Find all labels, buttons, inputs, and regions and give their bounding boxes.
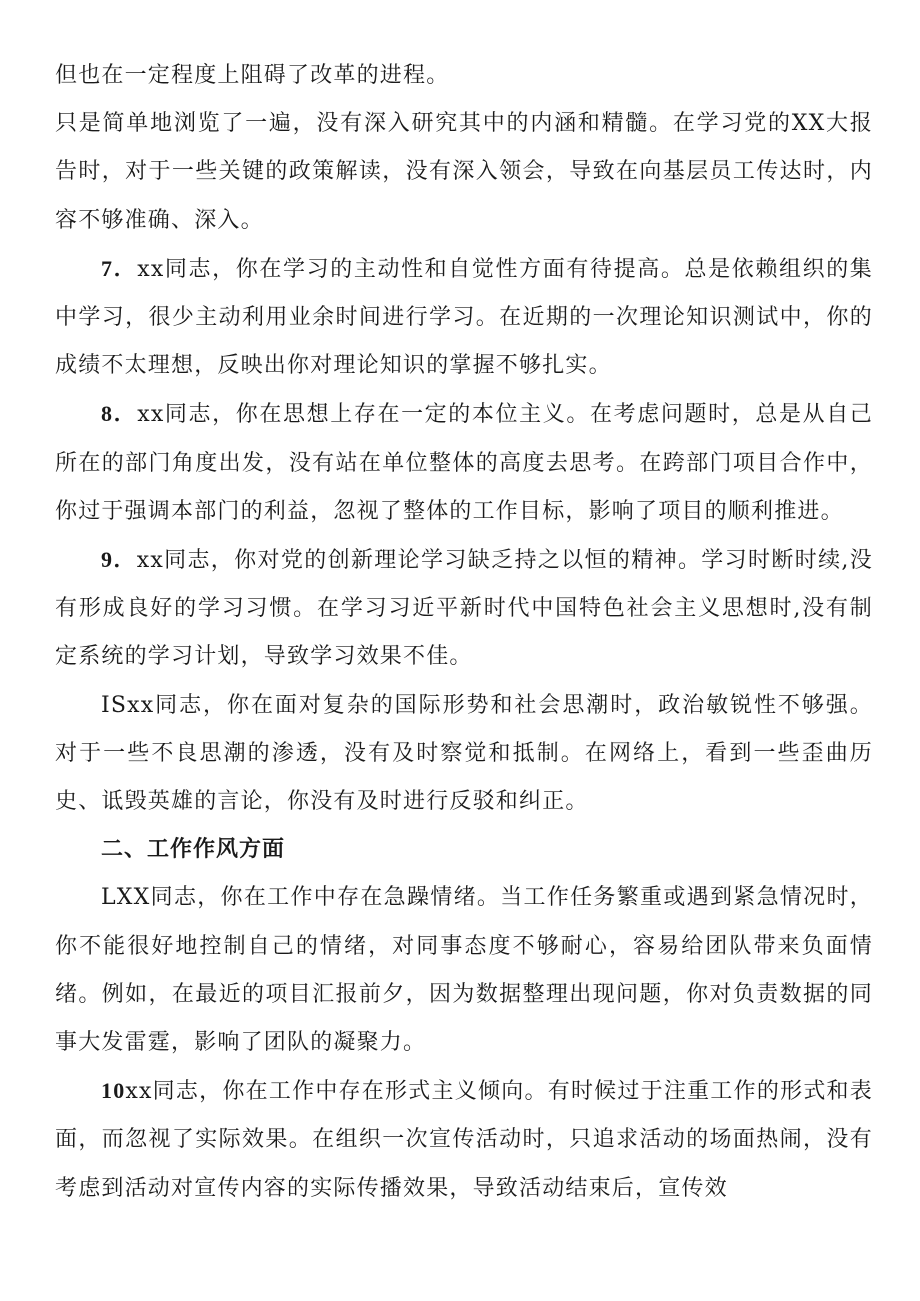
paragraph-item-7 (55, 245, 873, 391)
section-heading-work-style: 二、工作作风方面 (101, 837, 286, 863)
paragraph-continuation-1: 但也在一定程度上阻碍了改革的进程。 (55, 63, 450, 88)
item-text-8: xx同志，你在思想上存在一定的本位主义。在考虑问题时，总是从自己所在的部门角度出发，没有站在单位整体的高度去思考。在跨部门项目合作中，你过于强调本部门的利益，忽视了整体的工作目标，影响了项目的顺利推进。 (55, 402, 874, 524)
paragraph-item-is: ISxx同志，你在面对复杂的国际形势和社会思潮时，政治敏锐性不够强。对于一些不良思潮的渗透，没有及时察觉和抵制。在网络上，看到一些歪曲历史、诋毁英雄的言论，你没有及时进行反驳和纠正。 (55, 692, 873, 815)
document-body (55, 52, 873, 1213)
paragraph-item-lxx: LXX同志，你在工作中存在急躁情绪。当工作任务繁重或遇到紧急情况时，你不能很好地控制自己的情绪，对同事态度不够耐心，容易给团队带来负面情绪。例如，在最近的项目汇报前夕，因为数据整理出现问题，你对负责数据的同事大发雷霆，影响了团队的凝聚力。 (55, 885, 873, 1056)
paragraph-continuation-2: 只是简单地浏览了一遍，没有深入研究其中的内涵和精髓。在学习党的XX大报告时，对于一些关键的政策解读，没有深入领会，导致在向基层员工传达时，内容不够准确、深入。 (55, 111, 873, 233)
item-text-9: xx同志，你对党的创新理论学习缺乏持之以恒的精神。学习时断时续,没有形成良好的学习习惯。在学习习近平新时代中国特色社会主义思想时,没有制定系统的学习计划，导致学习效果不佳。 (55, 548, 873, 670)
item-number-7: 7． (101, 255, 138, 281)
paragraph-item-10 (55, 1067, 873, 1213)
item-number-10: 10 (101, 1078, 126, 1104)
item-number-8: 8． (101, 401, 138, 427)
item-text-7: xx同志，你在学习的主动性和自觉性方面有待提高。总是依赖组织的集中学习，很少主动利用业余时间进行学习。在近期的一次理论知识测试中，你的成绩不太理想，反映出你对理论知识的掌握不够扎实。 (55, 256, 874, 379)
paragraph-item-9 (55, 536, 873, 682)
item-text-10: xx同志，你在工作中存在形式主义倾向。有时候过于注重工作的形式和表面，而忽视了实际效果。在组织一次宣传活动时，只追求活动的场面热闹，没有考虑到活动对宣传内容的实际传播效果，导致活动结束后，宣传效 (55, 1079, 873, 1201)
item-number-9: 9． (101, 547, 137, 573)
paragraph-item-8 (55, 390, 873, 536)
